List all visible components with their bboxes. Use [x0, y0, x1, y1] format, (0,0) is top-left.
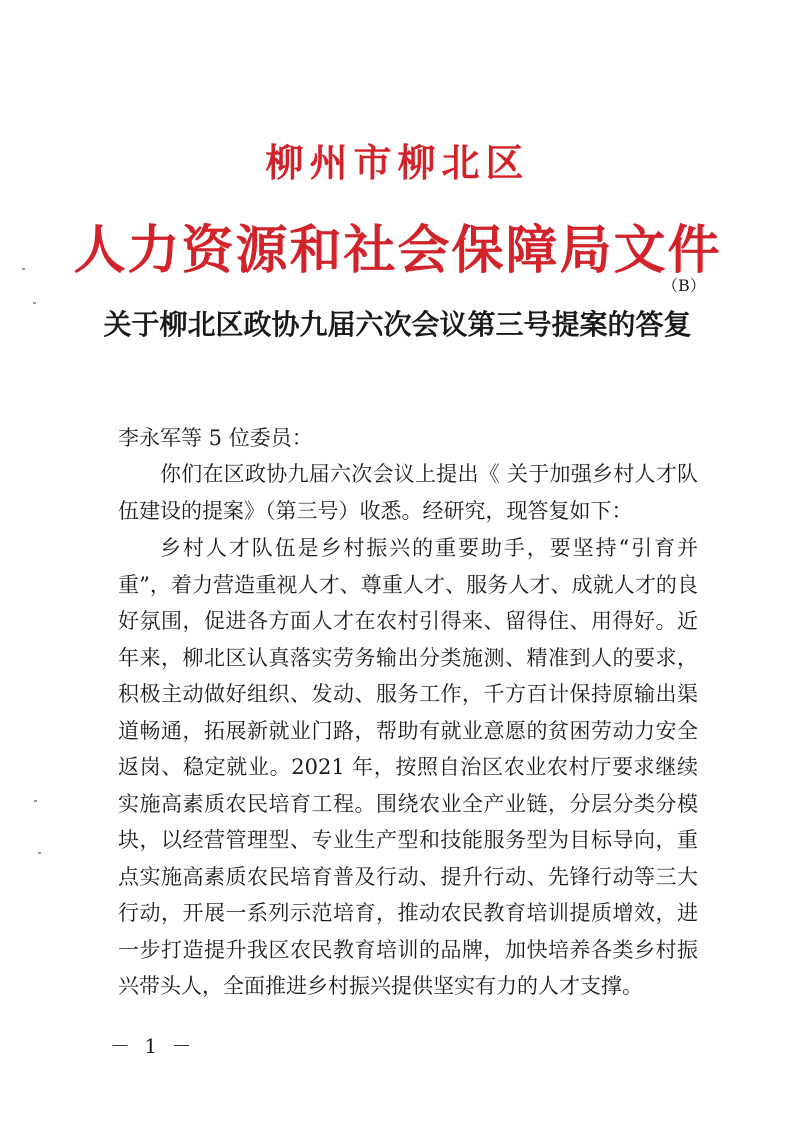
scan-speck	[22, 268, 25, 270]
scan-speck	[38, 852, 41, 854]
body-paragraph-2: 乡村人才队伍是乡村振兴的重要助手，要坚持“引育并重”，着力营造重视人才、尊重人才、服务人才、成就人才的良好氛围，促进各方面人才在农村引得来、留得住、用得好。近年来，柳北区认真落实劳务输出分类施测、精准到人的要求，积极主动做好组织、发动、服务工作，千方百计保持原输出渠道畅通，拓展新就业门路，帮助有就业意愿的贫困劳动力安全返岗、稳定就业。2021 年，按照自治区农业农村厅要求继续实施高素质农民培育工程。围绕农业全产业链，分层分类分模块，以经营管理型、专业生产型和技能服务型为目标导向，重点实施高素质农民培育普及行动、提升行动、先锋行动等三大行动，开展一系列示范培育，推动农民教育培训提质增效，进一步打造提升我区农民教育培训的品牌，加快培养各类乡村振兴带头人，全面推进乡村振兴提供坚实有力的人才支撑。	[118, 536, 698, 998]
body-paragraph-1: 你们在区政协九届六次会议上提出《 关于加强乡村人才队伍建设的提案》（第三号）收悉。经研究，现答复如下：	[118, 462, 698, 523]
salutation: 李永军等 5 位委员：	[118, 426, 313, 450]
body-paragraph-1-block	[118, 456, 698, 529]
grade-mark: （B）	[662, 276, 706, 295]
body-paragraph-2-block	[118, 530, 698, 1005]
scan-speck	[33, 302, 36, 304]
scan-speck	[34, 800, 37, 802]
issuer-city-district: 柳州市柳北区	[265, 140, 530, 185]
document-title: 关于柳北区政协九届六次会议第三号提案的答复	[103, 308, 692, 341]
page-number: － 1 －	[110, 1034, 196, 1058]
issuer-bureau-title: 人力资源和社会保障局文件	[73, 220, 722, 281]
